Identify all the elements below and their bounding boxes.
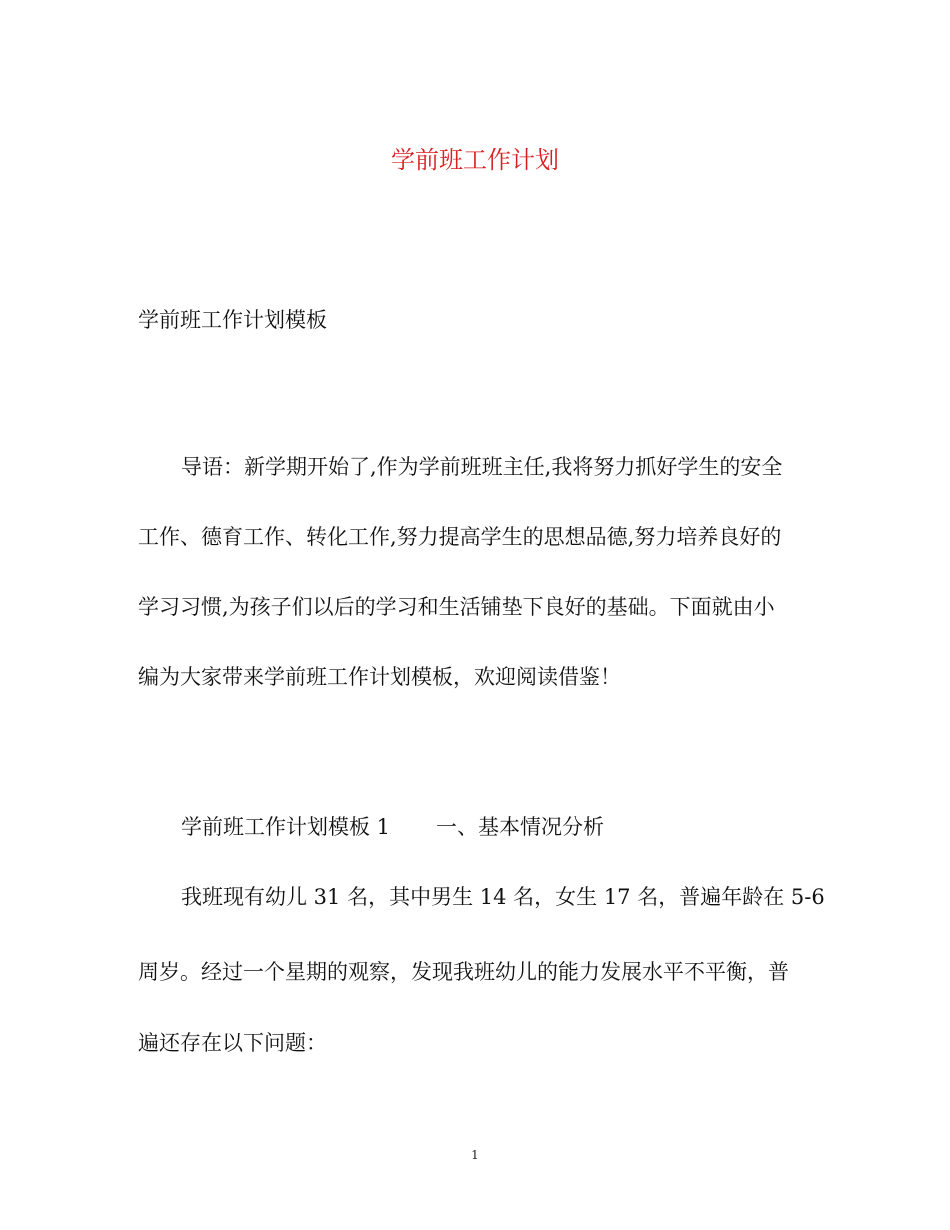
- intro-line-2: 工作、德育工作、转化工作,努力提高学生的思想品德,努力培养良好的: [138, 525, 782, 549]
- body-line-2: 周岁。经过一个星期的观察，发现我班幼儿的能力发展水平不平衡，普: [138, 960, 789, 984]
- page-number: 1: [471, 1148, 479, 1162]
- section-heading-line: [181, 812, 604, 842]
- intro-line-1: 导语：新学期开始了,作为学前班班主任,我将努力抓好学生的安全: [181, 455, 783, 479]
- intro-line-4: 编为大家带来学前班工作计划模板，欢迎阅读借鉴！: [138, 665, 621, 689]
- body-line-3: 遍还存在以下问题：: [138, 1031, 327, 1055]
- section-subheading: 一、基本情况分析: [436, 815, 605, 839]
- intro-line-3: 学习习惯,为孩子们以后的学习和生活铺垫下良好的基础。下面就由小: [138, 595, 775, 619]
- document-subtitle: 学前班工作计划模板: [138, 308, 327, 332]
- document-title: 学前班工作计划: [391, 146, 559, 174]
- section-heading: 学前班工作计划模板 1: [181, 815, 391, 839]
- body-line-1: 我班现有幼儿 31 名，其中男生 14 名，女生 17 名，普遍年龄在 5-6: [181, 885, 825, 909]
